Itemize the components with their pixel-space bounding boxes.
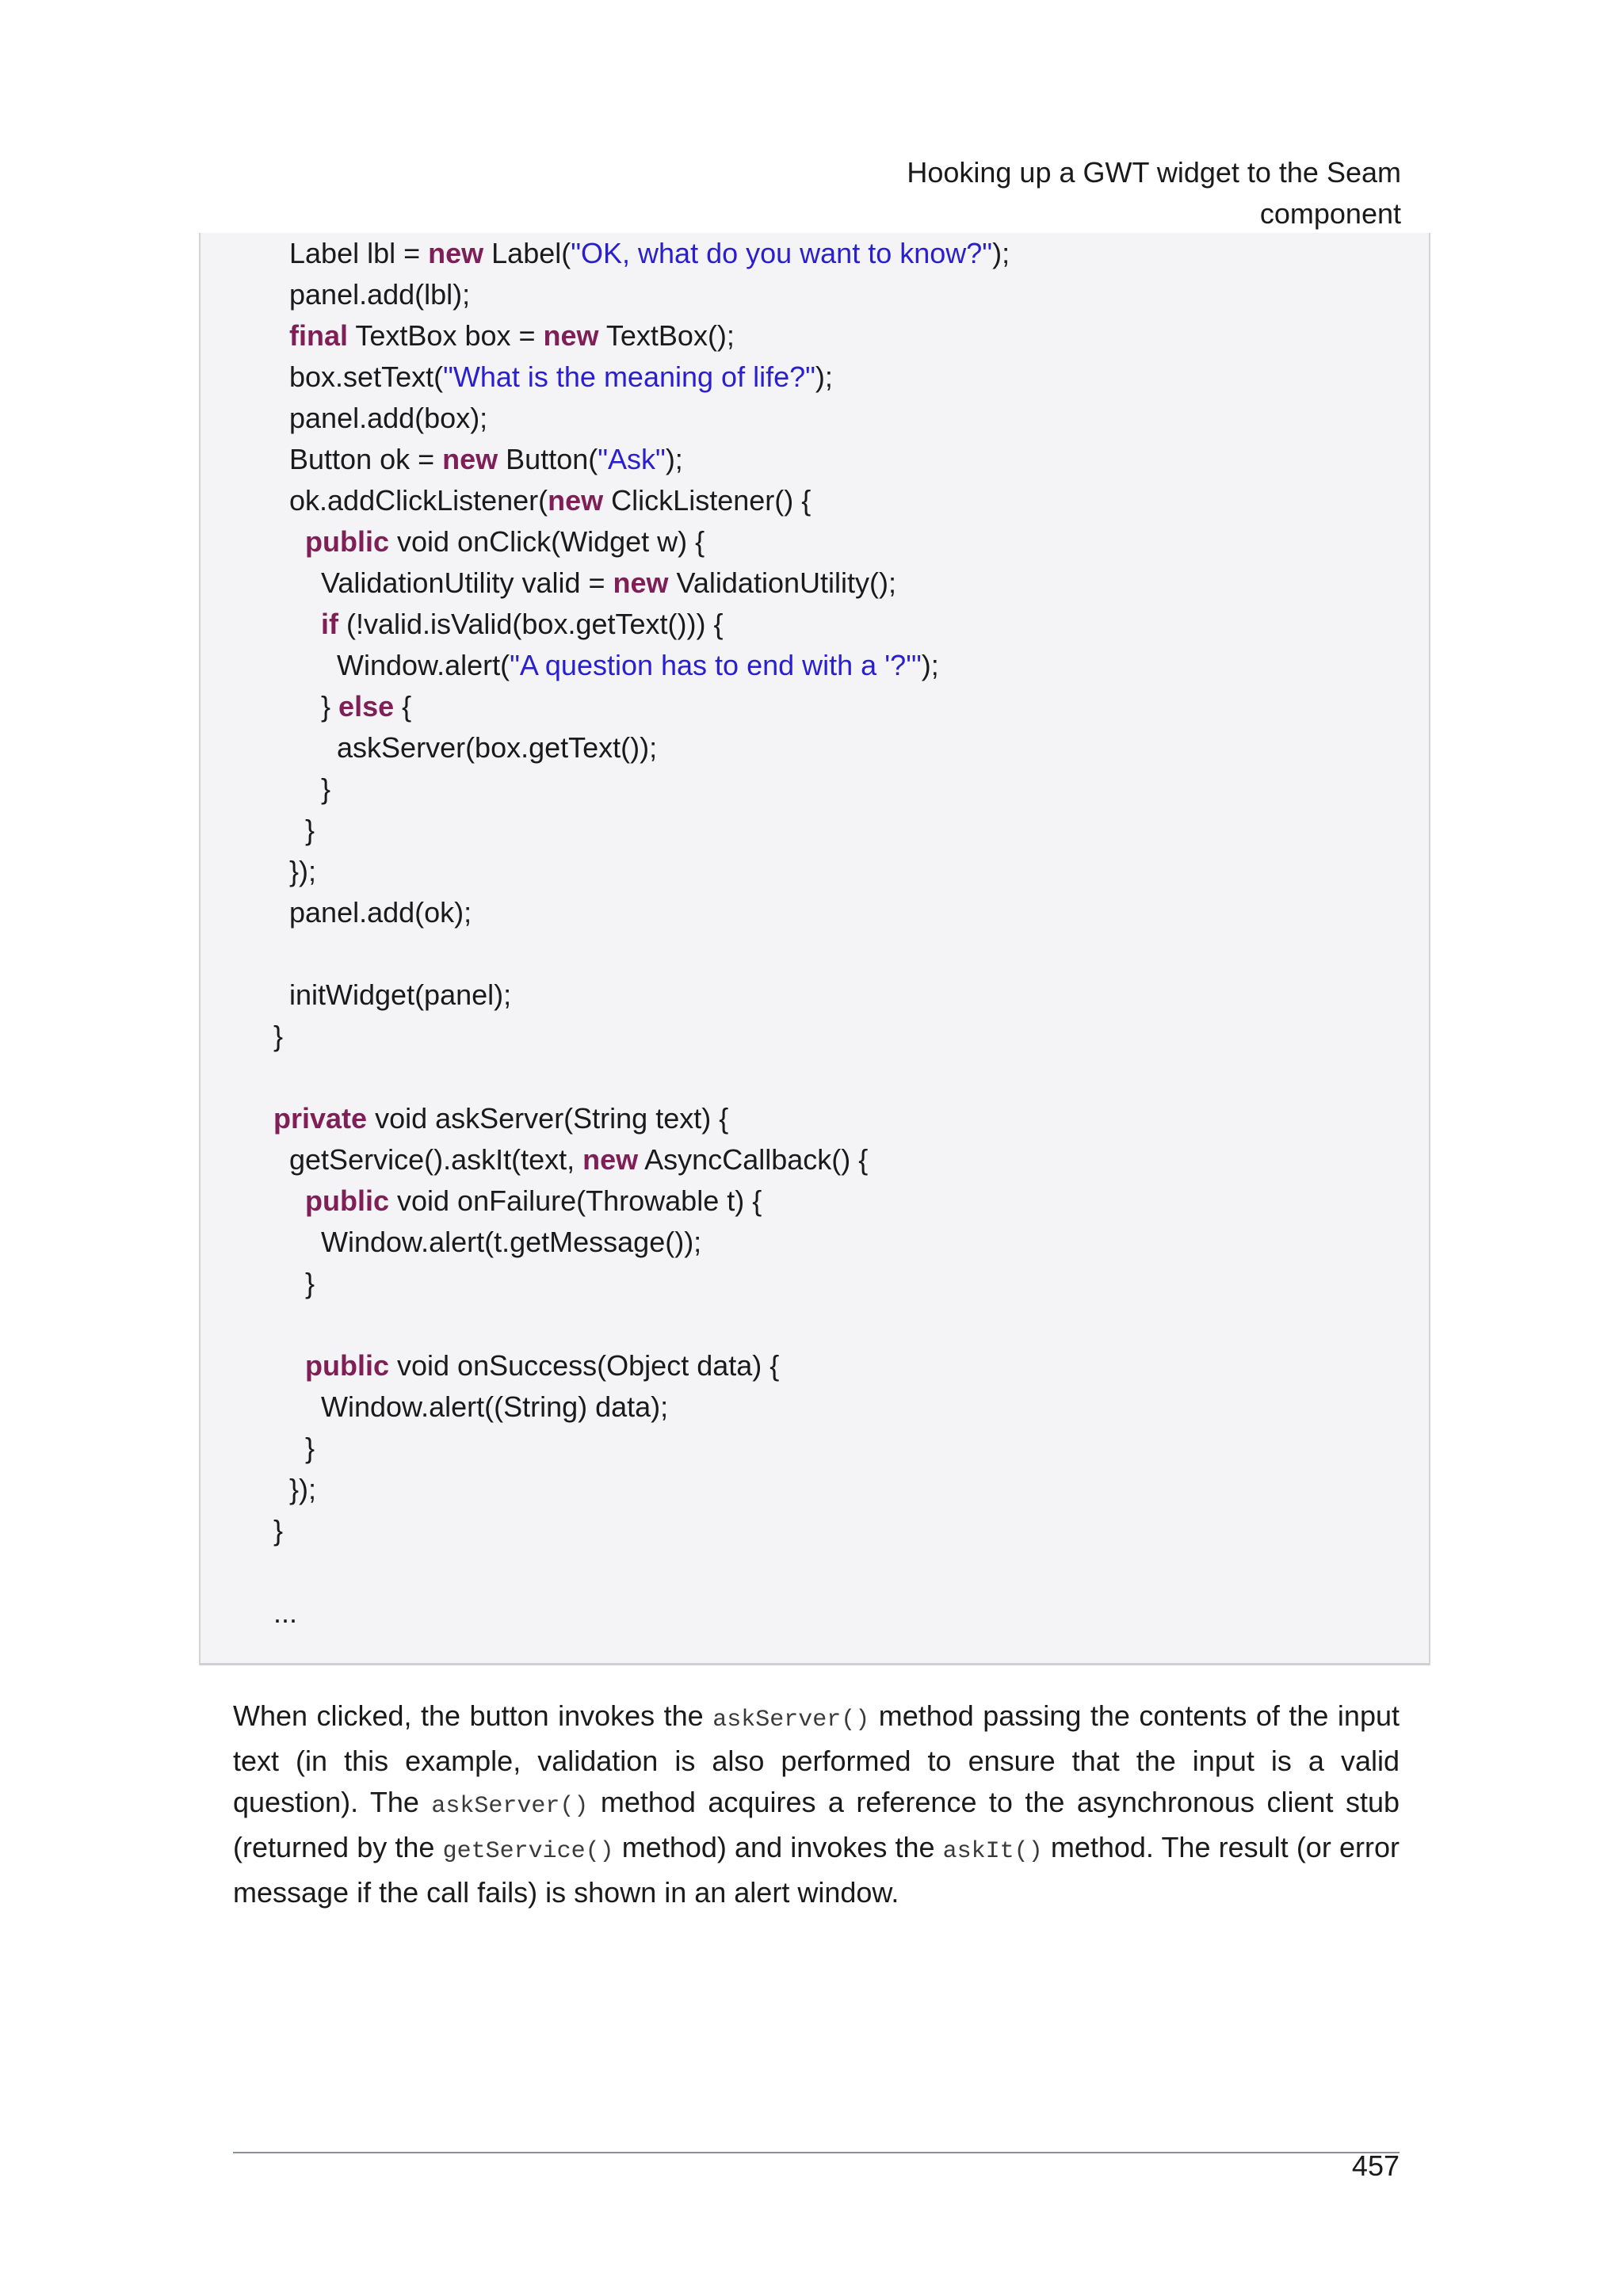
code-text: AsyncCallback() { (638, 1143, 869, 1176)
code-text: panel.add(box); (258, 402, 488, 434)
code-text: ClickListener() { (603, 484, 812, 517)
code-text: Button ok = (258, 443, 443, 475)
code-text: Label lbl = (258, 237, 429, 269)
code-line (258, 1304, 1010, 1345)
code-keyword: if (321, 608, 339, 640)
code-line (258, 769, 1010, 810)
code-text: ok.addClickListener( (258, 484, 548, 517)
inline-code: askIt() (942, 1838, 1043, 1865)
code-keyword: private (273, 1102, 368, 1135)
code-text (258, 608, 321, 640)
inline-code: askServer() (431, 1793, 589, 1820)
code-text: TextBox box = (348, 319, 544, 352)
code-line (258, 1057, 1010, 1098)
code-text: Button( (498, 443, 598, 475)
code-keyword: final (289, 319, 349, 352)
code-text: ); (665, 443, 683, 475)
code-keyword: public (305, 525, 390, 558)
code-text: void onSuccess(Object data) { (389, 1349, 780, 1382)
code-line (258, 480, 1010, 521)
code-string: "A question has to end with a '?'" (510, 649, 922, 681)
code-text: panel.add(ok); (258, 896, 472, 929)
code-text: } (258, 814, 315, 846)
code-text: askServer(box.getText()); (258, 731, 658, 764)
code-line (258, 1345, 1010, 1386)
code-line (258, 933, 1010, 974)
code-line (258, 1139, 1010, 1180)
code-line (258, 1222, 1010, 1263)
code-text: ValidationUtility valid = (258, 566, 613, 599)
code-line (258, 357, 1010, 398)
code-keyword: public (305, 1349, 390, 1382)
code-keyword: new (428, 237, 484, 269)
inline-code: getService() (442, 1838, 614, 1865)
code-text: Window.alert( (258, 649, 510, 681)
code-keyword: new (543, 319, 599, 352)
code-text: ... (258, 1596, 298, 1629)
code-line (258, 604, 1010, 645)
running-header-line-2: component (1259, 197, 1401, 230)
code-line (258, 645, 1010, 686)
code-text: initWidget(panel); (258, 978, 512, 1011)
code-text: } (258, 1267, 315, 1299)
code-line (258, 1263, 1010, 1304)
code-text: } (258, 690, 339, 723)
code-line (258, 274, 1010, 315)
code-text: Window.alert(t.getMessage()); (258, 1226, 702, 1258)
code-text: panel.add(lbl); (258, 278, 471, 311)
code-text: { (394, 690, 412, 723)
code-text: box.setText( (258, 360, 444, 393)
code-text: getService().askIt(text, (258, 1143, 583, 1176)
code-text (258, 319, 289, 352)
code-line (258, 233, 1010, 274)
code-text (258, 525, 305, 558)
code-line (258, 686, 1010, 727)
code-text: Window.alert((String) data); (258, 1390, 669, 1423)
code-text: ); (921, 649, 939, 681)
code-line (258, 810, 1010, 851)
code-text: void askServer(String text) { (367, 1102, 729, 1135)
page-number: 457 (1351, 2149, 1400, 2182)
code-text: void onFailure(Throwable t) { (389, 1184, 762, 1217)
code-text: TextBox(); (598, 319, 735, 352)
code-keyword: new (442, 443, 498, 475)
code-line (258, 1180, 1010, 1222)
code-line (258, 892, 1010, 933)
code-text: ); (815, 360, 833, 393)
code-line (258, 1551, 1010, 1592)
code-text: Label( (483, 237, 571, 269)
code-text: void onClick(Widget w) { (389, 525, 705, 558)
code-line (258, 1098, 1010, 1139)
paragraph-text: method acquires a reference to the asynchronous client stub (returned by the (233, 1786, 1400, 1863)
code-text: }); (258, 855, 317, 887)
code-line (258, 398, 1010, 439)
code-line (258, 1469, 1010, 1510)
running-header-line-1: Hooking up a GWT widget to the Seam (907, 156, 1401, 189)
code-text: }); (258, 1473, 317, 1505)
code-line (258, 315, 1010, 357)
code-text: (!valid.isValid(box.getText())) { (338, 608, 724, 640)
code-line (258, 974, 1010, 1016)
code-keyword: new (548, 484, 604, 517)
running-header (846, 152, 1401, 235)
code-string: "What is the meaning of life?" (443, 360, 815, 393)
code-lines (258, 233, 1010, 1634)
code-line (258, 521, 1010, 563)
paragraph-text: When clicked, the button invokes the (233, 1699, 713, 1732)
code-line (258, 1510, 1010, 1551)
code-text: ); (992, 237, 1010, 269)
code-text: ValidationUtility(); (668, 566, 896, 599)
code-keyword: else (338, 690, 395, 723)
code-keyword: new (613, 566, 669, 599)
footer-rule (233, 2152, 1400, 2153)
code-line (258, 851, 1010, 892)
paragraph-text: method. The result (or error message if the call fails) is shown in an alert window. (233, 1831, 1400, 1909)
code-line (258, 1592, 1010, 1634)
paragraph-text: method passing the contents of the input text (in this example, validation is also performed to ensure that the input is a valid question). The (233, 1699, 1400, 1818)
paragraph-text: method) and invokes the (613, 1831, 943, 1863)
code-text: } (258, 1514, 284, 1547)
code-keyword: new (582, 1143, 639, 1176)
code-keyword: public (305, 1184, 390, 1217)
code-text: } (258, 772, 331, 805)
code-line (258, 1428, 1010, 1469)
inline-code: askServer() (712, 1707, 870, 1733)
code-line (258, 727, 1010, 769)
code-string: "Ask" (598, 443, 666, 475)
code-listing (199, 233, 1430, 1665)
code-line (258, 563, 1010, 604)
body-paragraph (233, 1695, 1400, 1913)
code-text (258, 1184, 305, 1217)
code-string: "OK, what do you want to know?" (571, 237, 993, 269)
code-line (258, 1016, 1010, 1057)
code-text: } (258, 1020, 284, 1052)
code-line (258, 1386, 1010, 1428)
code-line (258, 439, 1010, 480)
code-text (258, 1102, 273, 1135)
code-text (258, 1349, 305, 1382)
code-text: } (258, 1432, 315, 1464)
